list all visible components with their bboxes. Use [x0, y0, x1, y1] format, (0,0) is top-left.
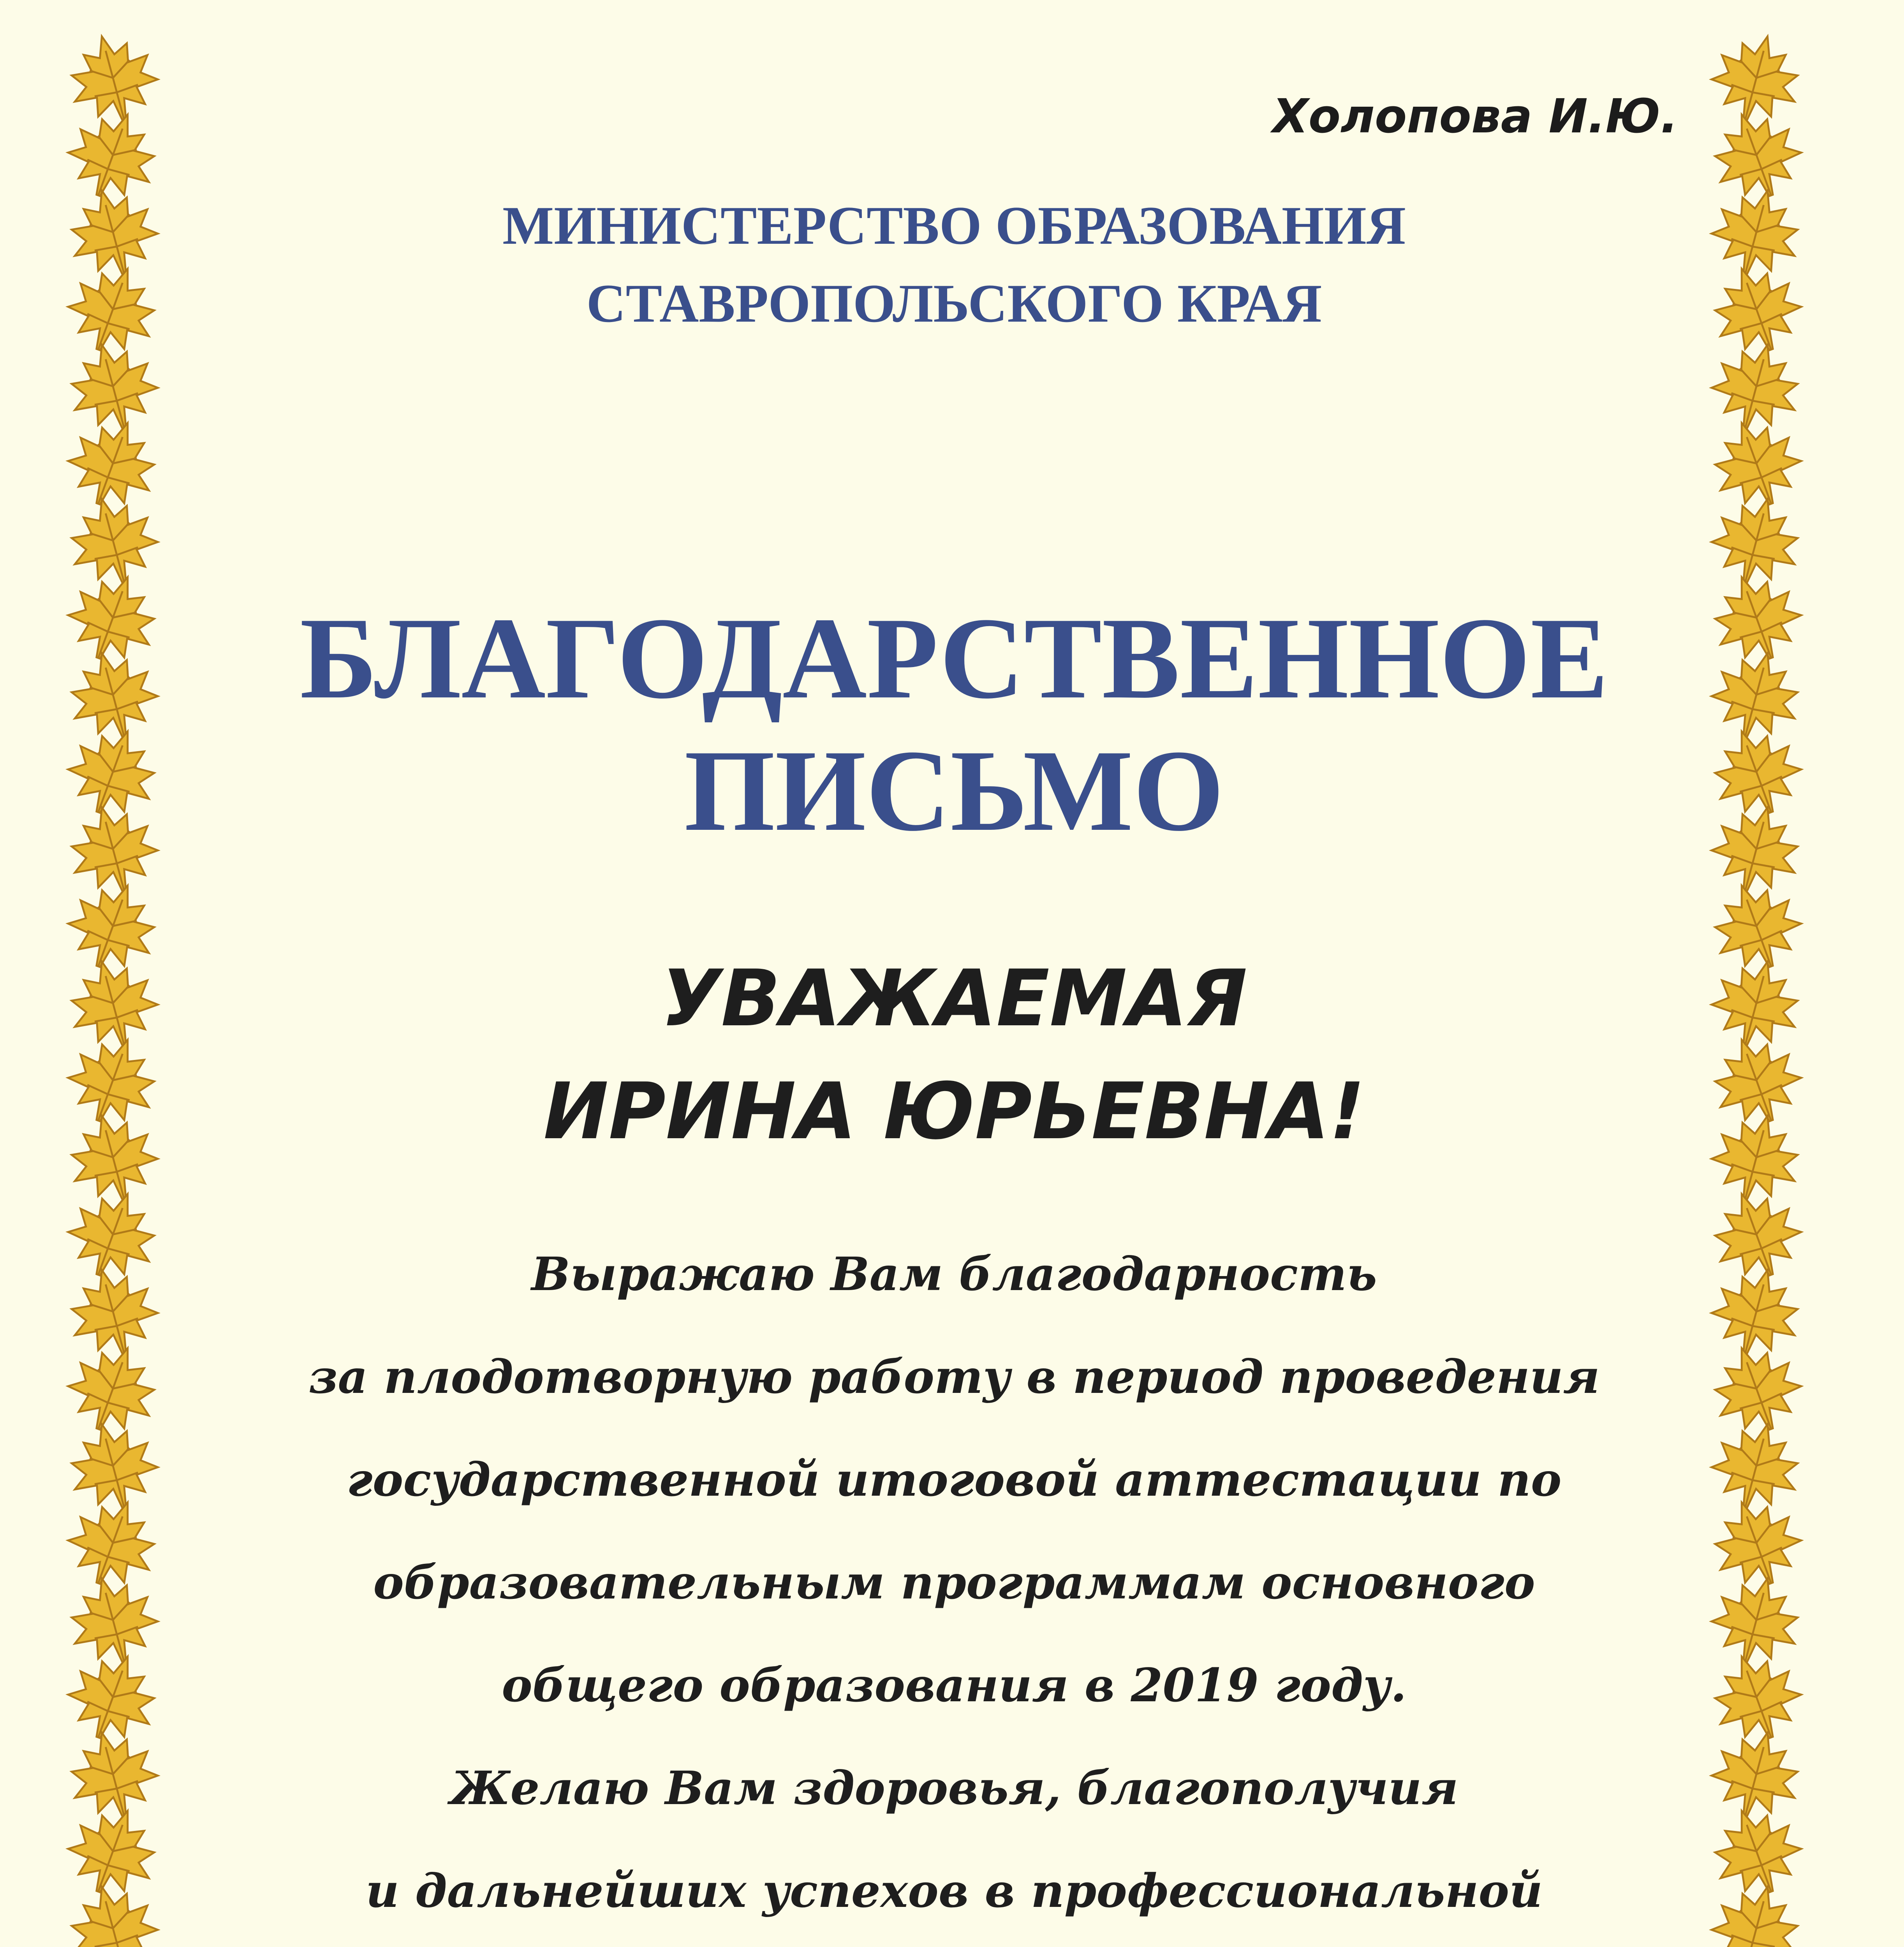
body-line: образовательным программам основного	[373, 1555, 1535, 1609]
salutation-line-2: ИРИНА ЮРЬЕВНА!	[543, 1066, 1365, 1157]
letter-body	[234, 1223, 1675, 1947]
left-leaf-border	[66, 31, 160, 1947]
body-line: и дальнейших успехов в профессиональной	[366, 1864, 1543, 1918]
body-line: Желаю Вам здоровья, благополучия	[450, 1761, 1458, 1815]
ministry-line-1: МИНИСТЕРСТВО ОБРАЗОВАНИЯ	[502, 195, 1406, 256]
document-title	[234, 592, 1675, 857]
recipient-header: Холопова И.Ю.	[1272, 90, 1678, 144]
title-line-1: БЛАГОДАРСТВЕННОЕ	[300, 593, 1608, 723]
salutation	[234, 942, 1675, 1168]
body-line: Выражаю Вам благодарность	[531, 1247, 1377, 1301]
title-line-2: ПИСЬМО	[684, 726, 1224, 855]
maple-leaf-icon	[66, 1882, 160, 1947]
ministry-line-2: СТАВРОПОЛЬСКОГО КРАЯ	[586, 273, 1322, 334]
body-line: государственной итоговой аттестации по	[347, 1452, 1562, 1507]
maple-leaf-icon	[1710, 1882, 1803, 1947]
right-leaf-border	[1710, 31, 1803, 1947]
ministry-name	[234, 187, 1675, 343]
body-line: за плодотворную работу в период проведения	[308, 1350, 1600, 1404]
body-line	[234, 1942, 1675, 1947]
body-line: общего образования в 2019 году.	[502, 1658, 1407, 1712]
salutation-line-1: УВАЖАЕМАЯ	[661, 953, 1247, 1044]
